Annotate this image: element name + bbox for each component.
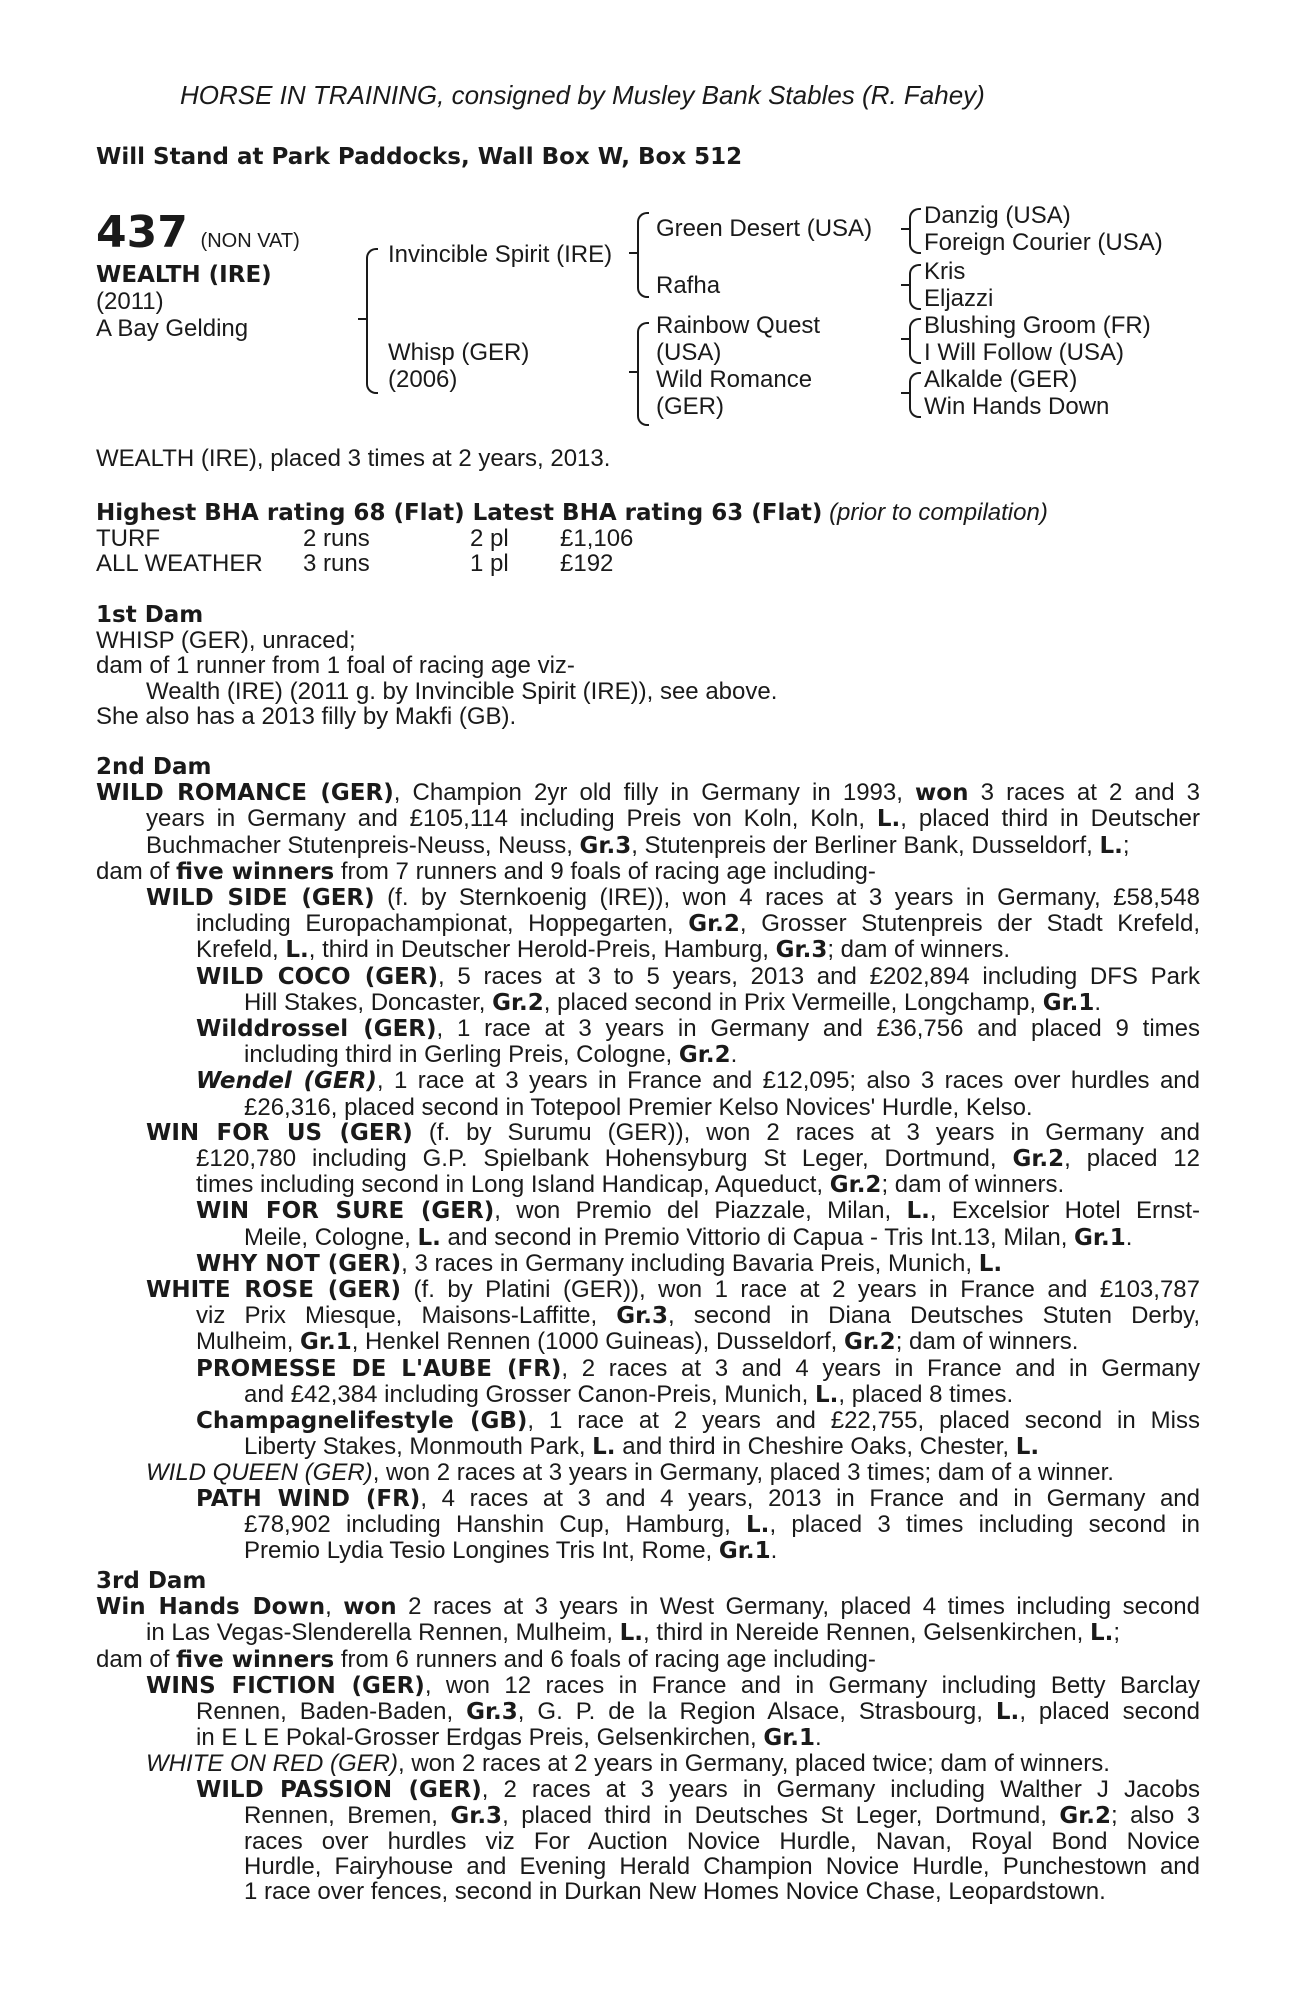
pedigree-gg-3: Kris <box>924 258 966 285</box>
text: , Champion 2yr old filly in Germany in 1993, <box>393 779 916 807</box>
grade: Gr.3 <box>579 832 632 859</box>
text: 2 races at 3 years in West Germany, placed 4 times including second <box>396 1593 1200 1621</box>
produce-line <box>96 1042 1200 1068</box>
text: Premio Lydia Tesio Longines Tris Int, Rome, <box>244 1537 719 1565</box>
horse-name: WEALTH (IRE) <box>96 262 272 288</box>
second-dam-line <box>96 833 1200 859</box>
pedigree-brace-g3 <box>909 318 921 364</box>
produce-line <box>96 1251 1200 1277</box>
text: , third in Nereide Rennen, Gelsenkirchen, <box>643 1619 1090 1647</box>
horse-name: Wendel (GER) <box>196 1068 377 1095</box>
ratings-earnings-aw: £192 <box>560 550 614 577</box>
horse-name: Win Hands Down <box>96 1594 326 1621</box>
text: , G. P. de la Region Alsace, Strasbourg, <box>517 1698 996 1726</box>
text: ; also 3 <box>1111 1801 1200 1829</box>
pedigree-brace-g3-point <box>901 338 909 340</box>
horse-name: WILD PASSION (GER) <box>196 1776 482 1803</box>
text: years in Germany and £105,114 including Preis von Koln, Koln, <box>146 805 877 833</box>
grade: Gr.3 <box>466 1699 518 1726</box>
pedigree-dam-dam-country: (GER) <box>656 393 724 420</box>
text: , placed second in Prix Vermeille, Longchamp, <box>543 988 1043 1016</box>
first-dam-line: dam of 1 runner from 1 foal of racing age viz- <box>96 652 575 680</box>
text: , 3 races in Germany including Bavaria Preis, Munich, <box>401 1249 979 1277</box>
pedigree-dam-sire: Rainbow Quest <box>656 312 821 339</box>
second-dam-heading: 2nd Dam <box>96 754 212 780</box>
third-dam-line <box>96 1647 1200 1673</box>
produce-line <box>96 1382 1200 1408</box>
text: , won Premio del Piazzale, Milan, <box>494 1197 907 1225</box>
text: , placed third in Deutscher <box>900 805 1201 833</box>
text: Krefeld, <box>196 936 286 964</box>
text: , 1 race at 2 years and £22,755, placed second in Miss <box>527 1407 1200 1435</box>
horse-description: A Bay Gelding <box>96 315 249 342</box>
pedigree-gg-5: Blushing Groom (FR) <box>924 312 1151 339</box>
second-dam-line <box>96 780 1200 806</box>
horse-name: WIN FOR US (GER) <box>146 1119 413 1146</box>
grade: L. <box>1099 832 1123 859</box>
produce-line <box>96 1460 1200 1485</box>
text: Liberty Stakes, Monmouth Park, <box>244 1433 593 1461</box>
text: ; dam of winners. <box>881 1171 1065 1199</box>
produce-line <box>96 885 1200 911</box>
ratings-runs-aw: 3 runs <box>303 550 370 577</box>
produce-line <box>96 1434 1200 1460</box>
produce-line <box>96 1673 1200 1699</box>
horse-name: WILD QUEEN (GER) <box>146 1459 373 1487</box>
grade: L. <box>417 1224 441 1251</box>
produce-line <box>96 1486 1200 1512</box>
ratings-note: (prior to compilation) <box>829 499 1048 526</box>
pedigree-brace-dam-point <box>629 371 637 373</box>
grade: Gr.2 <box>1012 1146 1065 1173</box>
text: dam of <box>96 857 177 885</box>
pedigree-gg-8: Win Hands Down <box>924 393 1110 420</box>
ratings-heading <box>96 500 1048 526</box>
produce-line <box>96 1408 1200 1434</box>
lot-number: 437 <box>96 207 188 258</box>
horse-year: (2011) <box>96 288 164 315</box>
grade: Gr.2 <box>1059 1802 1112 1829</box>
horse-name: Champagnelifestyle (GB) <box>196 1408 528 1435</box>
grade: L. <box>978 1250 1003 1277</box>
first-dam-line: Wealth (IRE) (2011 g. by Invincible Spirit (IRE)), see above. <box>146 677 778 705</box>
produce-line <box>96 911 1200 937</box>
ratings-surface-turf: TURF <box>96 525 160 552</box>
grade: L. <box>995 1699 1020 1726</box>
pedigree-gg-1: Danzig (USA) <box>924 202 1071 229</box>
grade: Gr.2 <box>688 911 740 938</box>
first-dam-heading: 1st Dam <box>96 602 204 628</box>
pedigree-brace-g2 <box>909 264 921 310</box>
produce-line <box>96 1225 1200 1251</box>
pedigree-dam-dam: Wild Romance <box>656 366 813 393</box>
pedigree-brace-dam <box>637 322 649 426</box>
text: , won 2 races at 3 years in Germany, placed 3 times; dam of a winner. <box>372 1459 1114 1487</box>
ratings-runs-turf: 2 runs <box>303 525 370 552</box>
page-title: HORSE IN TRAINING, consigned by Musley Bank Stables (R. Fahey) <box>180 80 985 110</box>
pedigree-dam: Whisp (GER) <box>388 339 530 366</box>
text: , won 12 races in France and in Germany including Betty Barclay <box>424 1671 1201 1699</box>
pedigree-gg-6: I Will Follow (USA) <box>924 339 1125 366</box>
horse-name: WHY NOT (GER) <box>196 1250 402 1277</box>
produce-line <box>96 1146 1200 1172</box>
text: , Stutenpreis der Berliner Bank, Dusseldorf, <box>631 831 1100 859</box>
pedigree-sire-sire: Green Desert (USA) <box>656 215 873 242</box>
pedigree-brace-g1-point <box>901 228 909 230</box>
text: Hill Stakes, Doncaster, <box>244 988 493 1016</box>
pedigree-brace-point <box>358 318 366 320</box>
pedigree-sire: Invincible Spirit (IRE) <box>388 241 613 268</box>
text: Rennen, Baden-Baden, <box>196 1698 467 1726</box>
ratings-surface-aw: ALL WEATHER <box>96 550 263 577</box>
produce-line <box>96 1777 1200 1803</box>
text: ; dam of winners. <box>827 936 1011 964</box>
text: , <box>325 1593 344 1621</box>
text: Rennen, Bremen, <box>244 1801 451 1829</box>
winners-count: five winners <box>176 858 335 885</box>
text: , won 2 races at 2 years in Germany, placed twice; dam of winners. <box>398 1750 1110 1778</box>
text: , second in Diana Deutsches Stuten Derby, <box>667 1302 1201 1330</box>
text: and £42,384 including Grosser Canon-Preis, Munich, <box>244 1380 815 1408</box>
text: ; dam of winners. <box>895 1328 1079 1356</box>
grade: L. <box>746 1511 770 1538</box>
produce-line <box>96 1803 1200 1829</box>
pedigree-dam-year: (2006) <box>388 366 458 393</box>
grade: Gr.2 <box>829 1172 882 1199</box>
pedigree-dam-sire-country: (USA) <box>656 339 722 366</box>
pedigree-brace-g1 <box>909 208 921 254</box>
text: , 5 races at 3 to 5 years, 2013 and £202,894 including DFS Park <box>438 962 1200 990</box>
text: and second in Premio Vittorio di Capua - Tris Int.13, Milan, <box>440 1223 1075 1251</box>
grade: Gr.1 <box>1074 1224 1126 1251</box>
text: viz Prix Miesque, Maisons-Laffitte, <box>196 1302 617 1330</box>
grade: Gr.2 <box>844 1329 896 1356</box>
text: , 1 race at 3 years in France and £12,095; also 3 races over hurdles and <box>376 1067 1200 1095</box>
third-dam-line <box>96 1594 1200 1620</box>
text: . <box>730 1041 738 1069</box>
text: , 4 races at 3 and 4 years, 2013 in France and in Germany and <box>420 1484 1200 1512</box>
pedigree-brace-sire <box>637 212 649 298</box>
produce-line <box>96 1751 1200 1776</box>
produce-line <box>96 1512 1200 1538</box>
produce-line <box>96 1329 1200 1355</box>
pedigree-brace-g4 <box>909 372 921 418</box>
second-dam-section <box>96 755 1200 1564</box>
text: including Europachampionat, Hoppegarten, <box>196 910 689 938</box>
produce-line <box>96 1538 1200 1564</box>
won-label: won <box>343 1594 397 1621</box>
text: . <box>770 1537 778 1565</box>
text: from 6 runners and 6 foals of racing age including- <box>334 1645 876 1673</box>
produce-line: 1 race over fences, second in Durkan New Homes Novice Chase, Leopardstown. <box>244 1878 1106 1906</box>
text: , third in Deutscher Herold-Preis, Hamburg, <box>308 936 776 964</box>
grade: L. <box>1015 1434 1040 1461</box>
first-dam-line: She also has a 2013 filly by Makfi (GB). <box>96 702 517 730</box>
horse-name: WILD ROMANCE (GER) <box>96 780 394 807</box>
first-dam-line: WHISP (GER), unraced; <box>96 627 356 655</box>
grade: Gr.2 <box>492 989 544 1016</box>
grade: Gr.2 <box>678 1042 731 1069</box>
text: . <box>815 1724 822 1752</box>
produce-line <box>96 1172 1200 1198</box>
text: , placed third in Deutsches St Leger, Dortmund, <box>502 1801 1060 1829</box>
horse-name: WILD SIDE (GER) <box>146 885 375 912</box>
pedigree-gg-7: Alkalde (GER) <box>924 366 1078 393</box>
grade: L. <box>285 937 309 964</box>
won-label: won <box>915 780 969 807</box>
produce-line <box>96 1120 1200 1146</box>
produce-line <box>96 1356 1200 1382</box>
text: (f. by Platini (GER)), won 1 race at 2 years in France and £103,787 <box>401 1276 1200 1304</box>
text: and third in Cheshire Oaks, Chester, <box>615 1433 1016 1461</box>
second-dam-line <box>96 859 1200 885</box>
grade: L. <box>906 1198 930 1225</box>
vat-status: (NON VAT) <box>200 230 300 252</box>
race-summary: WEALTH (IRE), placed 3 times at 2 years, 2013. <box>96 445 611 472</box>
produce-line <box>96 1277 1200 1303</box>
grade: L. <box>619 1620 644 1647</box>
produce-line <box>96 1068 1200 1094</box>
text: dam of <box>96 1645 177 1673</box>
horse-name: PATH WIND (FR) <box>196 1485 421 1512</box>
text: , Henkel Rennen (1000 Guineas), Dusseldorf, <box>351 1328 844 1356</box>
produce-line <box>96 964 1200 990</box>
third-dam-heading: 3rd Dam <box>96 1568 207 1594</box>
text: £78,902 including Hanshin Cup, Hamburg, <box>244 1510 747 1538</box>
text: , 1 race at 3 years in Germany and £36,756 and placed 9 times <box>436 1015 1200 1043</box>
text: , Excelsior Hotel Ernst- <box>929 1197 1200 1225</box>
horse-name: WINS FICTION (GER) <box>146 1672 425 1699</box>
produce-line: £26,316, placed second in Totepool Premier Kelso Novices' Hurdle, Kelso. <box>244 1093 1033 1121</box>
horse-name: WIN FOR SURE (GER) <box>196 1198 495 1225</box>
first-dam-section <box>96 603 1200 729</box>
pedigree-gg-2: Foreign Courier (USA) <box>924 229 1163 256</box>
text: , Grosser Stutenpreis der Stadt Krefeld, <box>739 910 1200 938</box>
grade: L. <box>1089 1620 1114 1647</box>
text: £120,780 including G.P. Spielbank Hohensyburg St Leger, Dortmund, <box>196 1145 1013 1173</box>
ratings-headline: Highest BHA rating 68 (Flat) Latest BHA rating 63 (Flat) <box>96 500 823 526</box>
produce-line: Hurdle, Fairyhouse and Evening Herald Champion Novice Hurdle, Punchestown and <box>244 1853 1200 1881</box>
text: Buchmacher Stutenpreis-Neuss, Neuss, <box>146 831 580 859</box>
grade: L. <box>876 806 901 833</box>
third-dam-line <box>96 1620 1200 1646</box>
produce-line <box>96 1016 1200 1042</box>
text: , 2 races at 3 years in Germany including Walther J Jacobs <box>481 1775 1200 1803</box>
horse-name: Wilddrossel (GER) <box>196 1016 437 1043</box>
grade: Gr.3 <box>450 1802 503 1829</box>
horse-name: WILD COCO (GER) <box>196 963 439 990</box>
text: , 2 races at 3 and 4 years in France and in Germany <box>561 1354 1200 1382</box>
produce-line: races over hurdles viz For Auction Novice Hurdle, Navan, Royal Bond Novice <box>244 1828 1200 1856</box>
second-dam-line <box>96 806 1200 832</box>
pedigree-brace-main <box>366 248 378 394</box>
grade: Gr.3 <box>775 937 828 964</box>
text: including third in Gerling Preis, Cologne, <box>244 1041 679 1069</box>
produce-line <box>96 1303 1200 1329</box>
text: times including second in Long Island Handicap, Aqueduct, <box>196 1171 830 1199</box>
grade: Gr.3 <box>616 1303 668 1330</box>
text: 3 races at 2 and 3 <box>968 779 1201 807</box>
text: Meile, Cologne, <box>244 1223 418 1251</box>
text: Mulheim, <box>196 1328 301 1356</box>
ratings-placed-aw: 1 pl <box>470 550 509 577</box>
text: , placed 3 times including second in <box>769 1510 1201 1538</box>
pedigree-sire-dam: Rafha <box>656 272 721 299</box>
grade: Gr.1 <box>300 1329 352 1356</box>
grade: Gr.1 <box>1042 989 1095 1016</box>
produce-line <box>96 990 1200 1016</box>
grade: L. <box>592 1434 616 1461</box>
text: , placed 12 <box>1064 1145 1200 1173</box>
produce-line <box>96 1699 1200 1725</box>
ratings-earnings-turf: £1,106 <box>560 525 634 552</box>
text: . <box>1094 988 1102 1016</box>
pedigree-brace-g2-point <box>901 284 909 286</box>
text: (f. by Surumu (GER)), won 2 races at 3 years in Germany and <box>412 1118 1200 1146</box>
text: . <box>1125 1223 1133 1251</box>
stand-location: Will Stand at Park Paddocks, Wall Box W, Box 512 <box>96 144 743 170</box>
grade: L. <box>814 1381 839 1408</box>
text: in Las Vegas-Slenderella Rennen, Mulheim, <box>146 1619 620 1647</box>
text: from 7 runners and 9 foals of racing age including- <box>334 857 876 885</box>
ratings-placed-turf: 2 pl <box>470 525 509 552</box>
produce-line <box>96 1725 1200 1751</box>
horse-name: PROMESSE DE L'AUBE (FR) <box>196 1355 562 1382</box>
text: ; <box>1122 831 1130 859</box>
horse-name: WHITE ROSE (GER) <box>146 1277 402 1304</box>
third-dam-section <box>96 1569 1200 1905</box>
text: , placed second <box>1019 1698 1201 1726</box>
pedigree-brace-g4-point <box>901 392 909 394</box>
produce-line <box>96 1198 1200 1224</box>
winners-count: five winners <box>176 1646 335 1673</box>
lot-heading <box>96 207 300 258</box>
text: in E L E Pokal-Grosser Erdgas Preis, Gelsenkirchen, <box>196 1724 764 1752</box>
pedigree-brace-sire-point <box>629 252 637 254</box>
produce-line <box>96 937 1200 963</box>
pedigree-gg-4: Eljazzi <box>924 285 994 312</box>
horse-name: WHITE ON RED (GER) <box>146 1750 398 1778</box>
grade: Gr.1 <box>763 1725 816 1752</box>
text: ; <box>1113 1619 1121 1647</box>
text: (f. by Sternkoenig (IRE)), won 4 races at 3 years in Germany, £58,548 <box>374 884 1200 912</box>
grade: Gr.1 <box>718 1538 771 1565</box>
text: , placed 8 times. <box>838 1380 1014 1408</box>
